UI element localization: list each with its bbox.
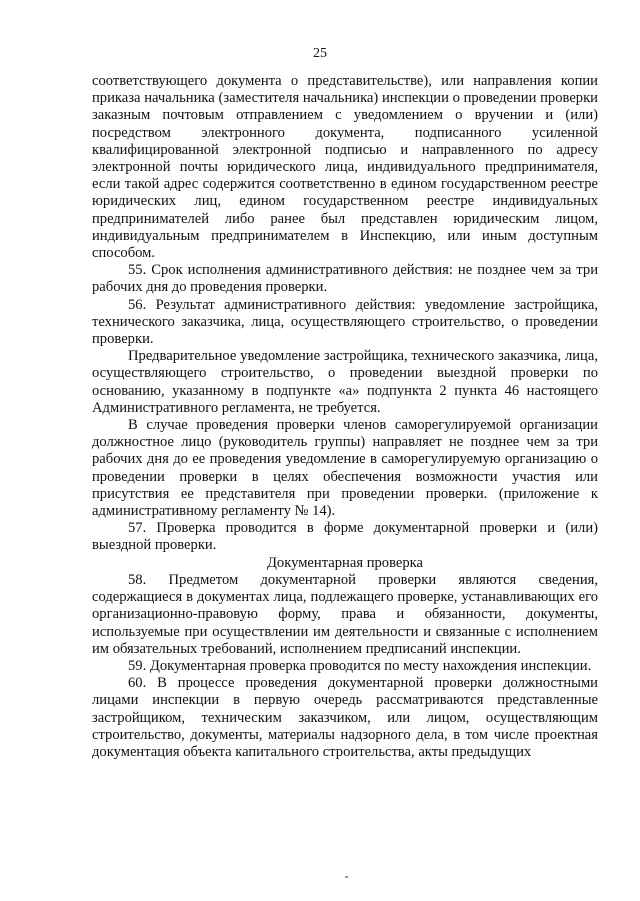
paragraph-57: 57. Проверка проводится в форме документарной проверки и (или) выездной проверки. bbox=[92, 520, 598, 554]
document-body bbox=[92, 73, 598, 761]
section-heading: Документарная проверка bbox=[266, 554, 424, 571]
paragraph-60: 60. В процессе проведения документарной проверки должностными лицами инспекции в первую очередь рассматриваются представленные застройщиком, техническим заказчиком, или лицом, осуществляющим строительство, документы, материалы надзорного дела, в том числе проектная документация объекта капитального строительства, акты предыдущих bbox=[92, 675, 598, 760]
paragraph-sro-notice: В случае проведения проверки членов саморегулируемой организации должностное лицо (руководитель группы) направляет не позднее чем за три рабочих дня до ее проведения уведомление в саморегулируемую организацию о проведении проверки в целях обеспечения возможности участия или присутствия ее представителя при проведении проверки. (приложение к административному регламенту № 14). bbox=[92, 417, 598, 520]
paragraph-continuation: соответствующего документа о представительстве), или направления копии приказа начальника (заместителя начальника) инспекции о проведении проверки заказным почтовым отправлением с уведомлением о вручении и (или) посредством электронного документа, подписанного усиленной квалифицированной электронной подписью и направленного по адресу электронной почты юридического лица, индивидуального предпринимателя, если такой адрес содержится соответственно в едином государственном реестре юридических лиц, едином государственном реестре индивидуальных предпринимателей либо ранее был представлен юридическим лицом, индивидуальным предпринимателем в Инспекцию, или иным доступным способом. bbox=[92, 73, 598, 262]
paragraph-prior-notice: Предварительное уведомление застройщика, технического заказчика, лица, осуществляющего строительство, о проведении выездной проверки по основанию, указанному в подпункте «а» подпункта 2 пункта 46 настоящего Административного регламента, не требуется. bbox=[92, 348, 598, 416]
paragraph-58: 58. Предметом документарной проверки являются сведения, содержащиеся в документах лица, подлежащего проверке, устанавливающих его организационно-правовую форму, права и обязанности, документы, используемые при осуществлении им деятельности и связанные с исполнением им обязательных требований, исполнением предписаний инспекции. bbox=[92, 571, 598, 657]
paragraph-56: 56. Результат административного действия: уведомление застройщика, технического заказчика, лица, осуществляющего строительство, о проведении проверки. bbox=[92, 296, 598, 348]
paragraph-55: 55. Срок исполнения административного действия: не позднее чем за три рабочих дня до проведения проверки. bbox=[92, 262, 598, 296]
paragraph-59: 59. Документарная проверка проводится по месту нахождения инспекции. bbox=[128, 657, 592, 674]
scan-artifact bbox=[345, 876, 348, 878]
page-number: 25 bbox=[313, 46, 327, 61]
